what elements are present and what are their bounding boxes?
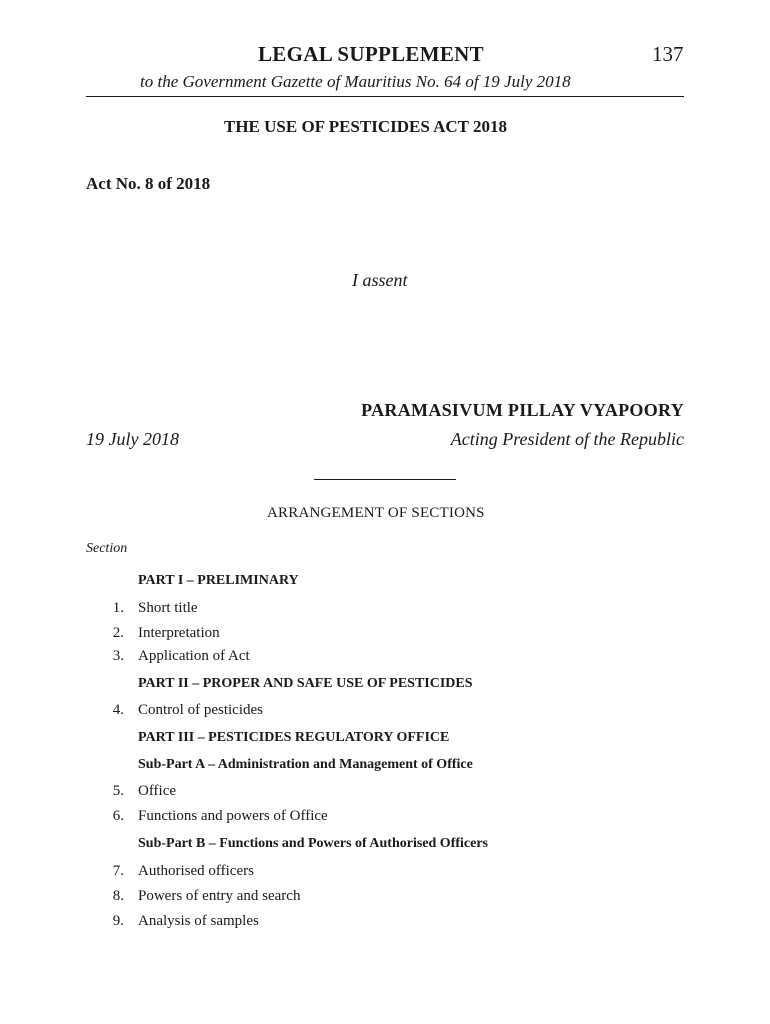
separator-rule — [314, 479, 456, 480]
section-title: Interpretation — [138, 625, 220, 641]
section-number: 3. — [112, 648, 124, 664]
gazette-subtitle: to the Government Gazette of Mauritius No. 64 of 19 July 2018 — [140, 72, 571, 91]
assent-text: I assent — [352, 270, 408, 290]
section-title: Short title — [138, 600, 198, 616]
section-number: 2. — [112, 625, 124, 641]
section-label: Section — [86, 541, 128, 556]
section-title: Powers of entry and search — [138, 888, 301, 904]
section-title: Application of Act — [138, 648, 250, 664]
section-number: 5. — [112, 783, 124, 799]
act-number: Act No. 8 of 2018 — [86, 174, 211, 193]
subpart-heading: Sub-Part A – Administration and Management of Office — [138, 757, 473, 772]
page-number: 137 — [652, 42, 684, 66]
section-number: 7. — [112, 863, 124, 879]
section-title: Control of pesticides — [138, 702, 263, 718]
subpart-heading: Sub-Part B – Functions and Powers of Authorised Officers — [138, 836, 488, 851]
assent-date: 19 July 2018 — [86, 429, 179, 449]
header-rule — [86, 96, 684, 97]
part-heading: PART I – PRELIMINARY — [138, 573, 299, 588]
section-number: 9. — [112, 913, 124, 929]
arrangement-heading: ARRANGEMENT OF SECTIONS — [267, 505, 485, 521]
supplement-title: LEGAL SUPPLEMENT — [258, 42, 484, 66]
section-title: Authorised officers — [138, 863, 254, 879]
act-title: THE USE OF PESTICIDES ACT 2018 — [224, 117, 507, 136]
part-heading: PART II – PROPER AND SAFE USE OF PESTICIDES — [138, 676, 473, 691]
signatory-name: PARAMASIVUM PILLAY VYAPOORY — [361, 400, 684, 420]
section-number: 1. — [112, 600, 124, 616]
section-number: 8. — [112, 888, 124, 904]
section-title: Analysis of samples — [138, 913, 259, 929]
signatory-role: Acting President of the Republic — [450, 429, 684, 449]
part-heading: PART III – PESTICIDES REGULATORY OFFICE — [138, 730, 450, 745]
section-number: 6. — [112, 808, 124, 824]
section-number: 4. — [112, 702, 124, 718]
section-title: Office — [138, 783, 177, 799]
section-title: Functions and powers of Office — [138, 808, 328, 824]
